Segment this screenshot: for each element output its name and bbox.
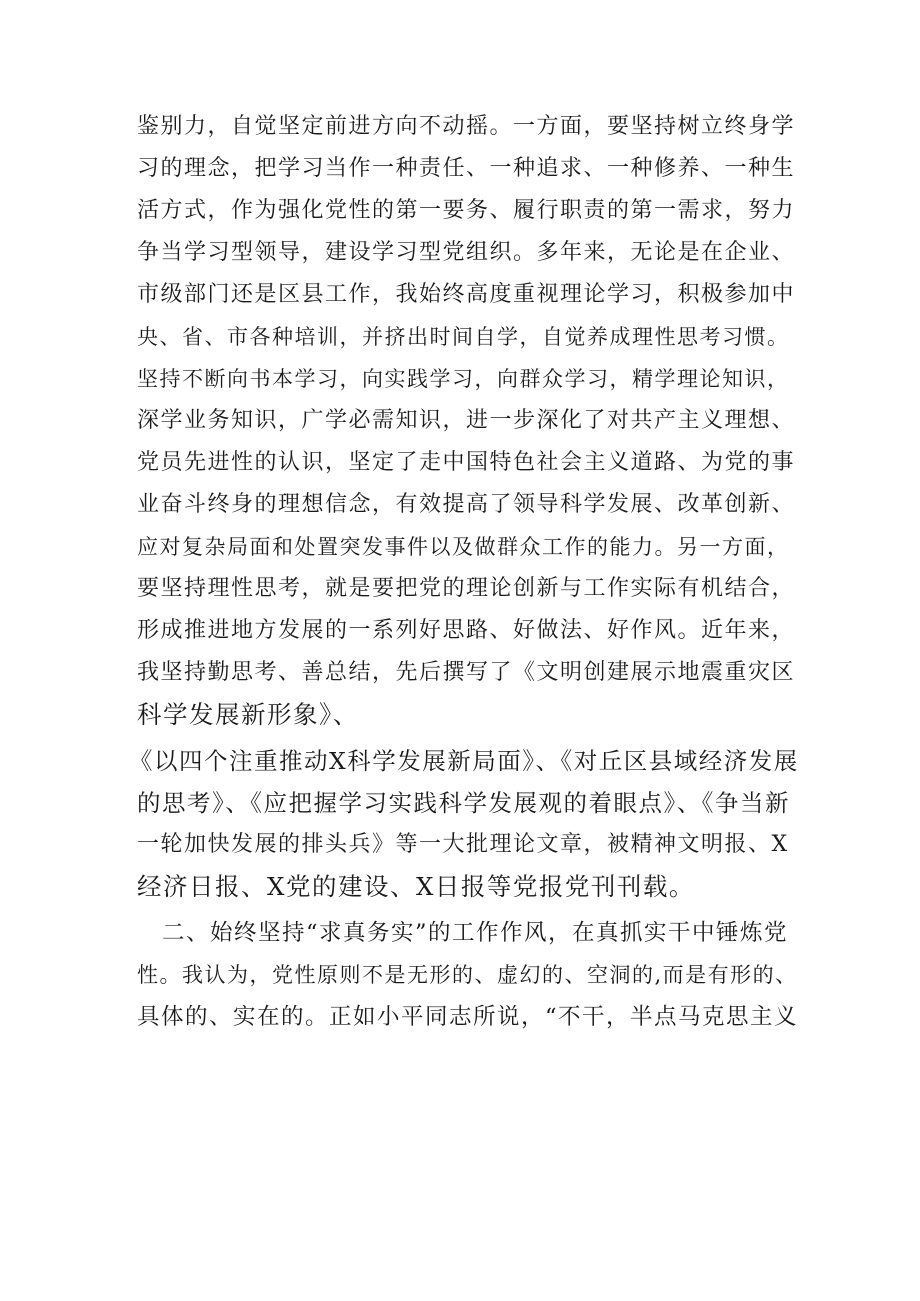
text-line-5: 市级部门还是区县工作，我始终高度重视理论学习，积极参加中 bbox=[137, 282, 796, 307]
text-line-19: 经济日报、X党的建设、X日报等党报党刊刊载。 bbox=[137, 872, 695, 901]
text-line-11: 应对复杂局面和处置突发事件以及做群众工作的能力。另一方面， bbox=[137, 535, 790, 559]
text-line-1: 鉴别力，自觉坚定前进方向不动摇。一方面，要坚持树立终身学 bbox=[137, 114, 796, 139]
text-line-4: 争当学习型领导，建设学习型党组织。多年来，无论是在企业、 bbox=[137, 240, 796, 265]
text-line-2: 习的理念，把学习当作一种责任、一种追求、一种修养、一种生 bbox=[137, 156, 796, 181]
text-line-15: 科学发展新形象》、 bbox=[137, 700, 359, 729]
text-line-3: 活方式，作为强化党性的第一要务、履行职责的第一需求，努力 bbox=[137, 198, 796, 223]
text-line-21: 性。我认为，党性原则不是无形的、虚幻的、空洞的,而是有形的、 bbox=[137, 963, 798, 987]
text-line-8: 深学业务知识，广学必需知识，进一步深化了对共产主义理想、 bbox=[137, 408, 796, 433]
text-line-9: 党员先进性的认识，坚定了走中国特色社会主义道路、为党的事 bbox=[137, 450, 796, 475]
text-line-22: 具体的、实在的。正如小平同志所说，“不干，半点马克思主义 bbox=[137, 1004, 799, 1030]
text-line-6: 央、省、市各种培训，并挤出时间自学，自觉养成理性思考习惯。 bbox=[137, 325, 790, 349]
text-line-16: 《以四个注重推动X科学发展新局面》、《对丘区县域经济发展 bbox=[129, 747, 799, 775]
text-line-12: 要坚持理性思考，就是要把党的理论创新与工作实际有机结合， bbox=[137, 576, 796, 601]
text-line-17: 的思考》、《应把握学习实践科学发展观的着眼点》、《争当新 bbox=[137, 789, 790, 817]
text-line-18: 一轮加快发展的排头兵》等一大批理论文章，被精神文明报、X bbox=[137, 832, 789, 857]
text-line-13: 形成推进地方发展的一系列好思路、好做法、好作风。近年来， bbox=[137, 618, 796, 643]
text-line-14: 我坚持勤思考、善总结，先后撰写了《文明创建展示地震重灾区 bbox=[137, 660, 796, 685]
text-line-7: 坚持不断向书本学习，向实践学习，向群众学习，精学理论知识， bbox=[137, 367, 790, 391]
text-line-10: 业奋斗终身的理想信念，有效提高了领导科学发展、改革创新、 bbox=[137, 492, 796, 517]
text-line-20: 二、始终坚持“求真务实”的工作作风，在真抓实干中锤炼党 bbox=[162, 920, 789, 946]
